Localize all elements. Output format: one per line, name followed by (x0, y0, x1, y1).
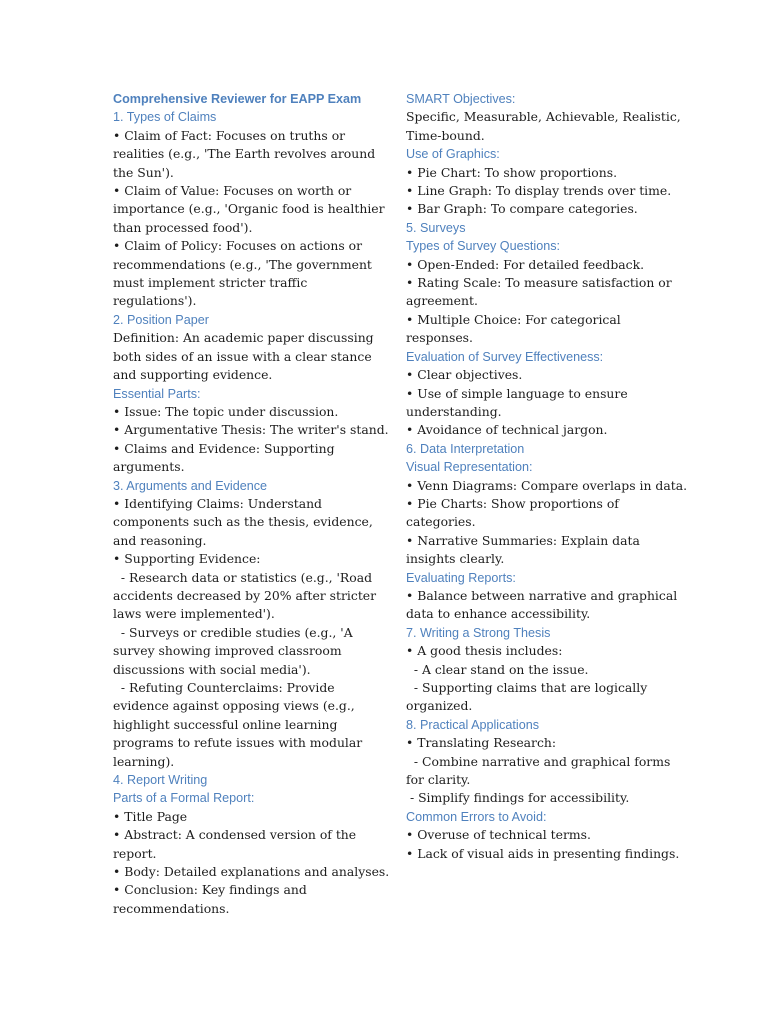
text-line: • Lack of visual aids in presenting findings. (406, 845, 680, 861)
text-line: programs to refute issues with modular (113, 735, 363, 751)
text-line: Time-bound. (406, 127, 485, 143)
text-line: understanding. (406, 403, 502, 419)
text-line: • Avoidance of technical jargon. (406, 422, 608, 438)
left-column (113, 90, 390, 918)
text-line: • Use of simple language to ensure (406, 385, 628, 401)
text-line: • Argumentative Thesis: The writer's stand. (113, 422, 389, 438)
text-line: • Translating Research: (406, 735, 557, 751)
section-heading-visual-representation: Visual Representation: (406, 460, 533, 475)
text-line: • Overuse of technical terms. (406, 827, 591, 843)
text-line: must implement stricter traffic (113, 275, 308, 291)
text-line: categories. (406, 514, 476, 530)
document-title: Comprehensive Reviewer for EAPP Exam (113, 92, 362, 106)
text-line: the Sun'). (113, 164, 174, 180)
section-heading-6-data-interpretation: 6. Data Interpretation (406, 441, 525, 456)
text-line: • Line Graph: To display trends over time. (406, 183, 672, 199)
text-line: • Clear objectives. (406, 367, 523, 383)
text-line: • Claim of Policy: Focuses on actions or (113, 238, 363, 254)
text-line: - Combine narrative and graphical forms (406, 753, 671, 769)
text-line: discussions with social media'). (113, 661, 311, 677)
text-line: - Simplify findings for accessibility. (406, 790, 630, 806)
text-line: evidence against opposing views (e.g., (113, 698, 355, 714)
text-line: • Identifying Claims: Understand (113, 495, 322, 511)
text-line: realities (e.g., 'The Earth revolves around (113, 146, 376, 162)
text-line: survey showing improved classroom (113, 643, 342, 659)
text-line: • Claim of Fact: Focuses on truths or (113, 127, 346, 143)
text-line: responses. (406, 330, 473, 346)
text-line: - Surveys or credible studies (e.g., 'A (113, 624, 353, 640)
text-line: laws were implemented'). (113, 606, 275, 622)
section-heading-common-errors-to-avoid: Common Errors to Avoid: (406, 809, 547, 824)
text-line: components such as the thesis, evidence, (113, 514, 373, 530)
section-heading-4-report-writing: 4. Report Writing (113, 773, 208, 788)
text-line: • Claims and Evidence: Supporting (113, 440, 335, 456)
text-line: • Venn Diagrams: Compare overlaps in data. (406, 477, 688, 493)
text-line: • Conclusion: Key findings and (113, 882, 307, 898)
text-line: • Narrative Summaries: Explain data (406, 532, 640, 548)
text-line: than processed food'). (113, 219, 253, 235)
text-line: • Body: Detailed explanations and analyses. (113, 864, 390, 880)
text-line: report. (113, 845, 157, 861)
text-line: accidents decreased by 20% after stricter (113, 587, 377, 603)
text-line: recommendations. (113, 900, 230, 916)
text-line: and supporting evidence. (113, 367, 273, 383)
text-line: - Refuting Counterclaims: Provide (113, 680, 335, 695)
section-heading-parts-of-a-formal-report: Parts of a Formal Report: (113, 791, 255, 806)
text-line: organized. (406, 698, 473, 714)
text-line: importance (e.g., 'Organic food is healthier (113, 201, 385, 217)
text-line: • Abstract: A condensed version of the (113, 827, 357, 843)
section-heading-types-of-survey-questions: Types of Survey Questions: (406, 239, 560, 254)
text-line: - A clear stand on the issue. (406, 661, 589, 677)
section-heading-evaluation-of-survey-effectiveness: Evaluation of Survey Effectiveness: (406, 349, 604, 364)
text-line: • Pie Charts: Show proportions of (406, 495, 619, 511)
text-line: arguments. (113, 459, 185, 475)
text-line: both sides of an issue with a clear stance (113, 348, 372, 364)
text-line: - Supporting claims that are logically (406, 680, 648, 695)
text-line: • Rating Scale: To measure satisfaction or (406, 275, 672, 291)
text-line: and reasoning. (113, 532, 207, 548)
text-line: • Multiple Choice: For categorical (406, 311, 621, 327)
section-heading-8-practical-applications: 8. Practical Applications (406, 717, 540, 732)
text-line: • Balance between narrative and graphical (406, 587, 678, 603)
text-line: learning). (113, 753, 175, 769)
text-line: for clarity. (406, 772, 471, 788)
text-line: insights clearly. (406, 551, 505, 567)
text-line: highlight successful online learning (113, 716, 338, 732)
section-heading-smart-objectives: SMART Objectives: (406, 92, 516, 106)
text-line: recommendations (e.g., 'The government (113, 256, 372, 272)
text-line: • Bar Graph: To compare categories. (406, 201, 638, 217)
text-line: • Issue: The topic under discussion. (113, 403, 339, 419)
section-heading-3-arguments-and-evidence: 3. Arguments and Evidence (113, 478, 268, 493)
section-heading-2-position-paper: 2. Position Paper (113, 312, 209, 327)
text-line: • A good thesis includes: (406, 643, 563, 659)
text-line: • Pie Chart: To show proportions. (406, 164, 618, 180)
text-line: • Open-Ended: For detailed feedback. (406, 256, 645, 272)
text-line: Definition: An academic paper discussing (113, 330, 374, 346)
text-line: - Research data or statistics (e.g., 'Road (113, 569, 373, 585)
section-heading-5-surveys: 5. Surveys (406, 220, 466, 235)
section-heading-evaluating-reports: Evaluating Reports: (406, 570, 516, 585)
text-line: • Title Page (113, 808, 188, 824)
right-column (406, 90, 688, 863)
section-heading-7-writing-a-strong-thesis: 7. Writing a Strong Thesis (406, 625, 551, 640)
text-line: regulations'). (113, 293, 197, 309)
text-line: Specific, Measurable, Achievable, Realistic, (406, 109, 681, 125)
text-line: • Supporting Evidence: (113, 551, 261, 567)
section-heading-essential-parts: Essential Parts: (113, 386, 201, 401)
section-heading-1-types-of-claims: 1. Types of Claims (113, 110, 217, 125)
text-line: • Claim of Value: Focuses on worth or (113, 183, 352, 199)
text-line: agreement. (406, 293, 478, 309)
text-line: data to enhance accessibility. (406, 606, 591, 622)
section-heading-use-of-graphics: Use of Graphics: (406, 147, 500, 162)
